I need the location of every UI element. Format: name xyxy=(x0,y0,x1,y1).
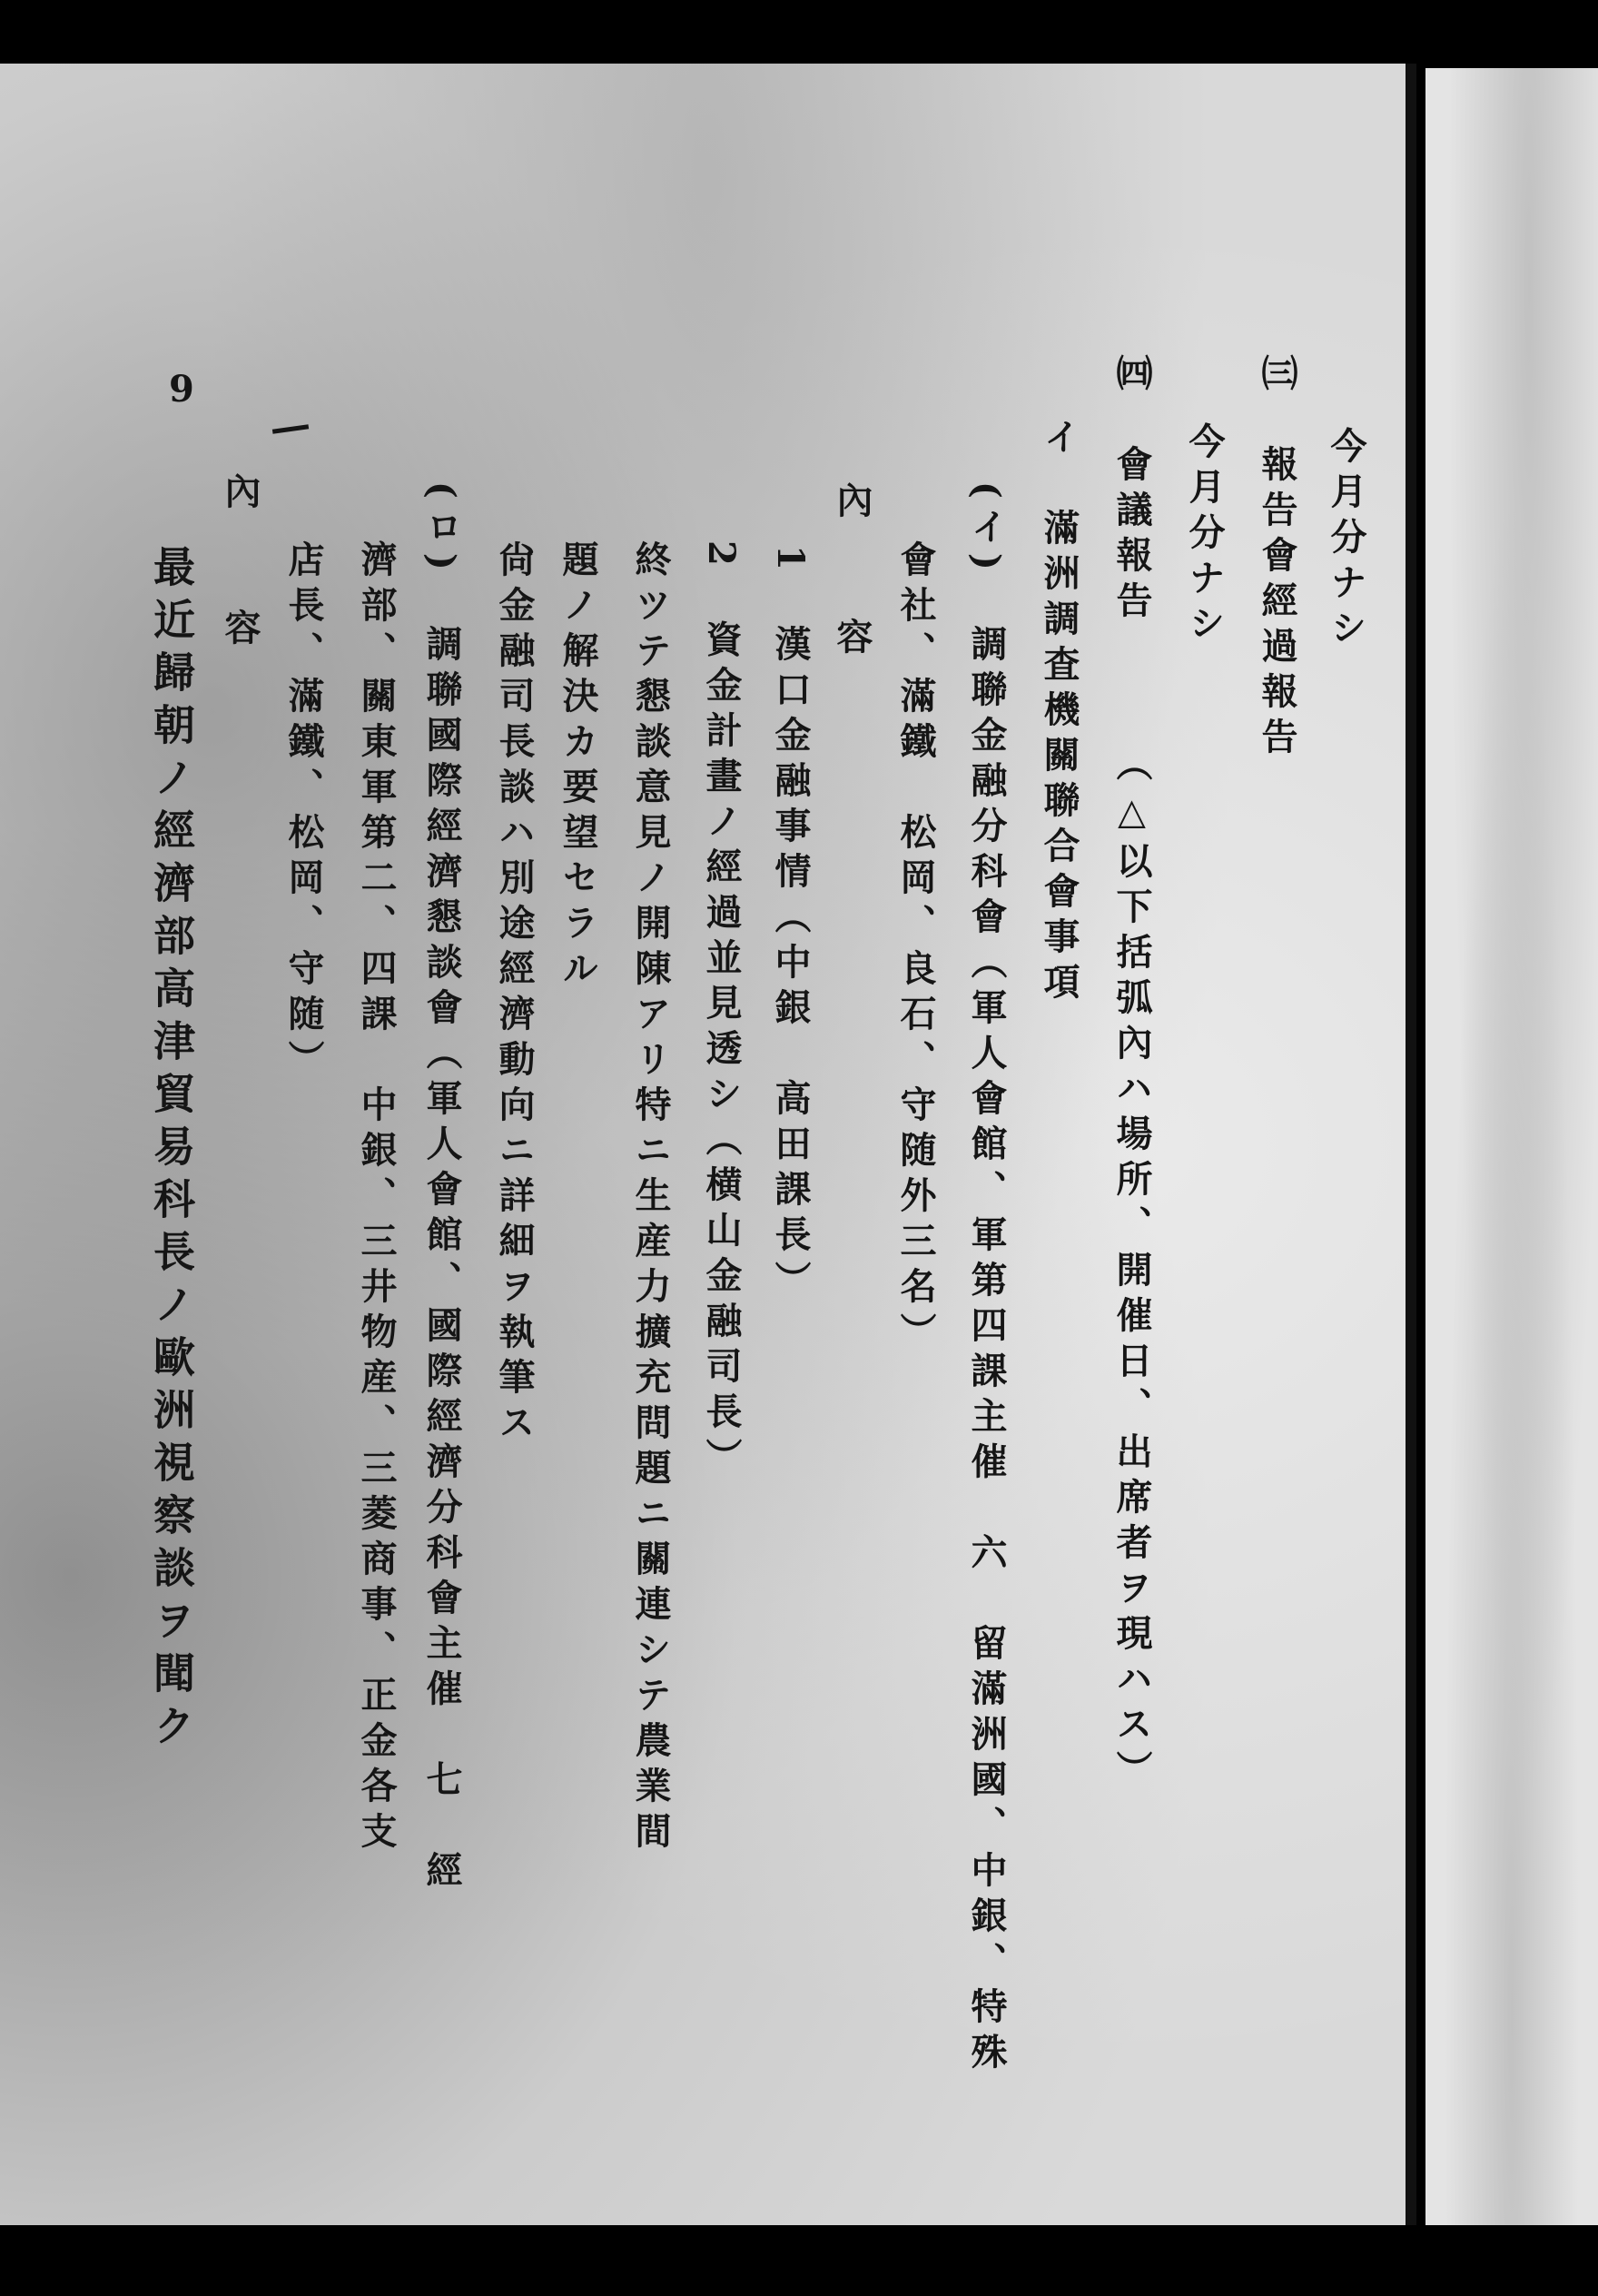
text-column-5: イ 滿洲調査機關聯合會事項 xyxy=(1038,418,1080,1008)
adjacent-page-edge xyxy=(1425,68,1598,2230)
text-column-6: (イ) 調聯金融分科會（軍人會館、軍第四課主催 六 留滿洲國、中銀、特殊 xyxy=(965,481,1008,2078)
page-number: 9 xyxy=(169,368,194,411)
section-heading-content: 內 容 xyxy=(831,481,873,663)
page-gutter xyxy=(1406,64,1416,2234)
text-column-7: 會社、滿鐵 松岡、良石、守随外三名） xyxy=(894,540,937,1358)
section-heading-content-2: 內 容 xyxy=(219,472,261,654)
text-column-9: 1 漢口金融事情（中銀 高田課長） xyxy=(769,545,812,1306)
scan-border xyxy=(0,2225,1598,2296)
text-column-3: 今月分ナシ xyxy=(1183,422,1226,649)
text-column-2: ㈢ 報告會經過報告 xyxy=(1256,354,1298,763)
text-column-14: (ロ) 調聯國際經濟懇談會（軍人會館、國際經濟分科會主催 七 經 xyxy=(420,481,463,1896)
text-column-16: 店長、滿鐵、松岡、守随） xyxy=(282,540,325,1085)
text-column-4: ㈣ 會議報告 （△以下括弧內ハ場所、開催日、出席者ヲ現ハス） xyxy=(1110,354,1153,1796)
text-column-1: 今月分ナシ xyxy=(1325,427,1367,654)
margin-mark xyxy=(272,424,309,434)
text-column-18: 最近歸朝ノ經濟部高津貿易科長ノ歐洲視察談ヲ聞ク xyxy=(147,545,196,1757)
text-column-12: 題ノ解決カ要望セラル xyxy=(557,540,599,995)
text-column-13: 尙金融司長談ハ別途經濟動向ニ詳細ヲ執筆ス xyxy=(493,540,536,1449)
text-column-15: 濟部、關東軍第二、四課 中銀、三井物産、三菱商事、正金各支 xyxy=(355,540,398,1857)
text-column-11: 終ツテ懇談意見ノ開陳アリ特ニ生産力擴充問題ニ關連シテ農業間 xyxy=(629,540,672,1857)
text-column-10: 2 資金計畫ノ經過並見透シ（横山金融司長） xyxy=(700,540,743,1483)
